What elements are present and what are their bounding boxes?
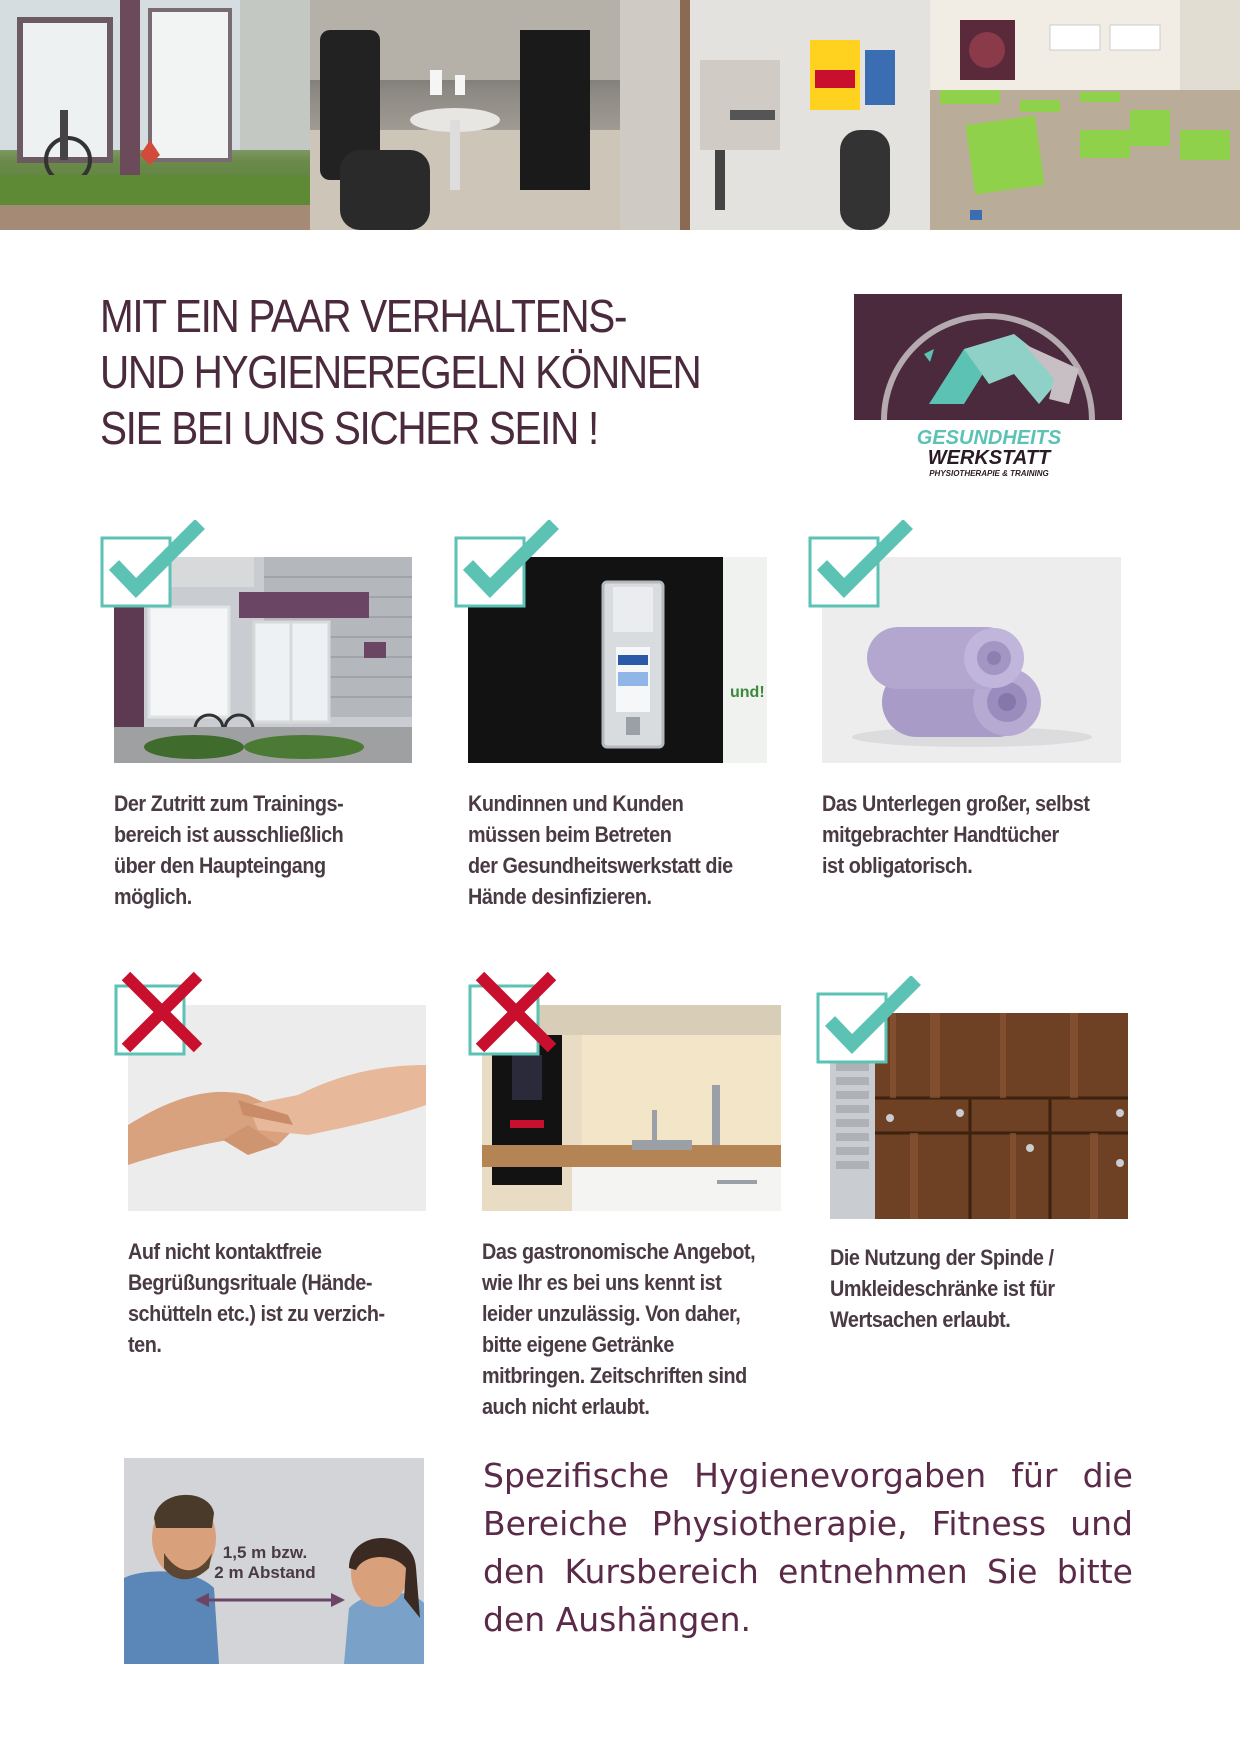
- check-icon: [808, 520, 888, 600]
- logo-tagline: PHYSIOTHERAPIE & TRAINING: [929, 469, 1049, 478]
- logo-name-line1: GESUNDHEITS: [916, 427, 1062, 449]
- caption-line: schütteln etc.) ist zu verzich-: [128, 1301, 385, 1326]
- distance-line1: 1,5 m bzw.: [222, 1543, 308, 1562]
- caption-line: Wertsachen erlaubt.: [830, 1307, 1011, 1332]
- headline-line: MIT EIN PAAR VERHALTENS-: [100, 290, 627, 342]
- caption-line: leider unzulässig. Von daher,: [482, 1301, 741, 1326]
- check-icon: [100, 520, 180, 600]
- double-arrow-icon: [195, 1590, 345, 1610]
- rule-caption-lockers: [830, 1242, 1055, 1335]
- rule-caption-towels: [822, 788, 1090, 881]
- caption-line: Der Zutritt zum Trainings-: [114, 791, 344, 816]
- caption-line: wie Ihr es bei uns kennt ist: [482, 1270, 722, 1295]
- caption-line: bereich ist ausschließlich: [114, 822, 344, 847]
- training-room-photo: [310, 0, 620, 230]
- caption-line: Das gastronomische Angebot,: [482, 1239, 756, 1264]
- cross-icon: [468, 970, 548, 1050]
- svg-text:und!: und!: [730, 684, 765, 701]
- caption-line: ten.: [128, 1332, 162, 1357]
- cross-icon: [114, 970, 194, 1050]
- caption-line: Hände desinfizieren.: [468, 884, 652, 909]
- check-icon: [816, 976, 896, 1056]
- notice-line: Bereiche Physiotherapie, Fitness und: [483, 1504, 1133, 1543]
- caption-line: über den Haupteingang: [114, 853, 326, 878]
- caption-line: Kundinnen und Kunden: [468, 791, 684, 816]
- caption-line: mitgebrachter Handtücher: [822, 822, 1059, 847]
- studio-entrance-photo: [0, 0, 310, 230]
- specific-hygiene-notice: [483, 1452, 1133, 1644]
- notice-line: Spezifische Hygienevorgaben für die: [483, 1456, 1133, 1495]
- gesundheitswerkstatt-logo: [854, 294, 1122, 480]
- caption-line: Umkleideschränke ist für: [830, 1276, 1055, 1301]
- caption-line: auch nicht erlaubt.: [482, 1394, 650, 1419]
- caption-line: der Gesundheitswerkstatt die: [468, 853, 733, 878]
- distance-line2: 2 m Abstand: [214, 1563, 316, 1582]
- caption-line: Auf nicht kontaktfreie: [128, 1239, 322, 1264]
- caption-line: müssen beim Betreten: [468, 822, 672, 847]
- rule-caption-kitchen: [482, 1236, 755, 1422]
- notice-line: den Kursbereich entnehmen Sie bitte: [483, 1552, 1133, 1591]
- reception-distance-sign-photo: [620, 0, 930, 230]
- rule-caption-entrance: [114, 788, 343, 912]
- notice-line: den Aushängen.: [483, 1600, 752, 1639]
- caption-line: Begrüßungsrituale (Hände-: [128, 1270, 372, 1295]
- logo-name-line2: WERKSTATT: [927, 447, 1051, 469]
- course-room-mats-photo: [930, 0, 1240, 230]
- headline-line: SIE BEI UNS SICHER SEIN !: [100, 402, 598, 454]
- rule-caption-sanitizer: [468, 788, 733, 912]
- rule-caption-handshake: [128, 1236, 385, 1360]
- caption-line: Die Nutzung der Spinde /: [830, 1245, 1054, 1270]
- caption-line: bitte eigene Getränke: [482, 1332, 674, 1357]
- distance-label: [205, 1543, 325, 1583]
- caption-line: mitbringen. Zeitschriften sind: [482, 1363, 747, 1388]
- check-icon: [454, 520, 534, 600]
- caption-line: Das Unterlegen großer, selbst: [822, 791, 1090, 816]
- header-photo-strip: [0, 0, 1240, 230]
- caption-line: ist obligatorisch.: [822, 853, 973, 878]
- caption-line: möglich.: [114, 884, 192, 909]
- headline-line: UND HYGIENEREGELN KÖNNEN: [100, 346, 701, 398]
- page-headline: [100, 288, 716, 456]
